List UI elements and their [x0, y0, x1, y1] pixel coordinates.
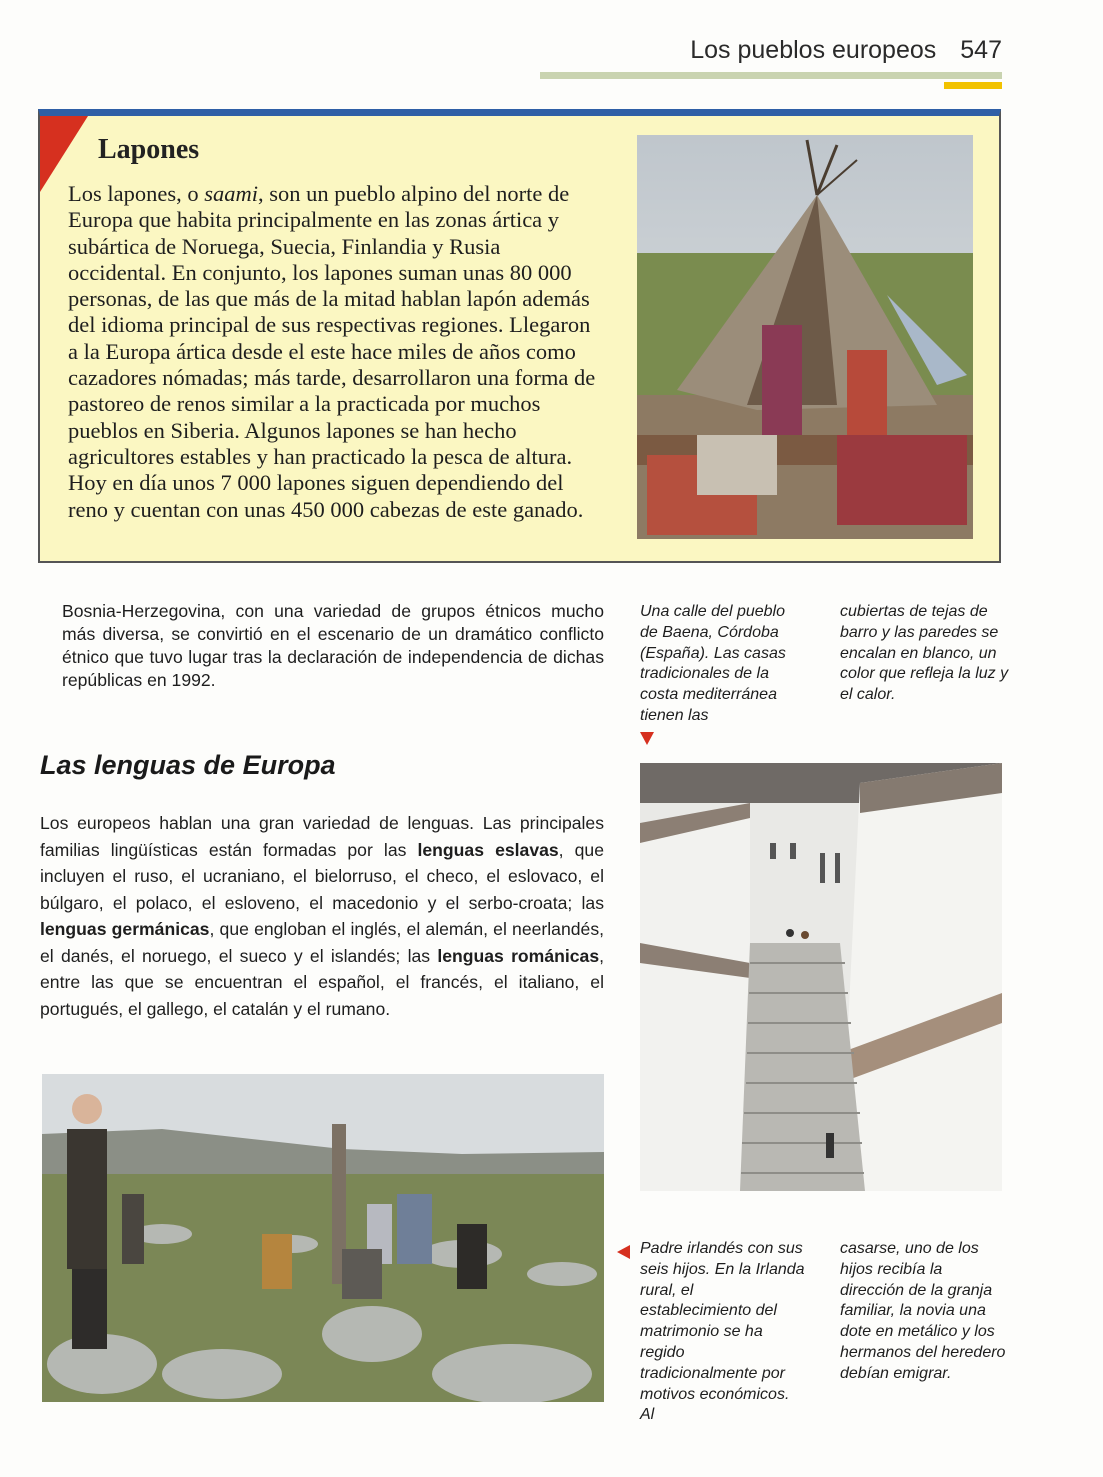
running-title: Los pueblos europeos — [690, 36, 937, 64]
box-text-emphasis: saami — [204, 181, 258, 206]
box-text — [68, 181, 598, 523]
term-germanic: lenguas germánicas — [40, 919, 210, 939]
text-run: , entre las que se encuentran el español, el francés, el italiano, el portugués, el gallego, el catalán y el rumano. — [40, 945, 604, 1019]
term-slavic: lenguas eslavas — [417, 839, 559, 860]
caption-baena-col2: cubiertas de tejas de barro y las paredes se encalan en blanco, un color que refleja la luz y el calor. — [840, 603, 1009, 704]
photo-baena-street — [640, 763, 1002, 1191]
box-text-part: , son un pueblo alpino del norte de Europa que habita principalmente en las zonas ártica y subártica de Noruega, Suecia, Finlandia y Rusia occidental. En conjunto, los lapones suman unas 80 000 personas, de las que más de la mitad hablan lapón además del idioma principal de sus respectivas regiones. Llegaron a la Europa ártica desde el este hace miles de años como cazadores nómadas; más tarde, desarrollaron una forma de pastoreo de renos similar a la practicada por muchos pueblos en Siberia. Algunos lapones se han hecho agricultores estables y han practicado la pesca de altura. Hoy en día unos 7 000 lapones siguen dependiendo del reno y cuentan con unas 450 000 cabezas de este ganado. — [68, 181, 596, 522]
paragraph-bosnia: Bosnia-Herzegovina, con una variedad de grupos étnicos mucho más diversa, se convirtió en el escenario de un dramático conflicto étnico que tuvo lugar tras la declaración de independencia de dichas repúblicas en 1992. — [62, 601, 604, 690]
header-tab-marker — [944, 82, 1002, 89]
photo-irish-family — [42, 1074, 604, 1402]
page-number: 547 — [960, 36, 1002, 64]
caption-baena-col1: Una calle del pueblo de Baena, Córdoba (España). Las casas tradicionales de la costa mediterránea tienen las — [640, 603, 786, 724]
text-run: , que incluyen el ruso, el ucraniano, el bielorruso, el checo, el eslovaco, el búlgaro, el polaco, el esloveno, el macedonio y el serbo-croata; las — [40, 839, 605, 913]
arrow-down-icon — [640, 732, 654, 745]
arrow-left-icon — [617, 1245, 630, 1259]
term-romance: lenguas románicas — [437, 945, 600, 966]
header-rule — [540, 72, 1002, 79]
caption-ireland-col1: Padre irlandés con sus seis hijos. En la Irlanda rural, el establecimiento del matrimonio se ha regido tradicionalmente por motivos económicos. Al — [640, 1240, 805, 1424]
caption-ireland-col2: casarse, uno de los hijos recibía la dirección de la granja familiar, la novia una dote en metálico y los hermanos del heredero debían emigrar. — [840, 1240, 1006, 1382]
running-header — [540, 36, 1002, 68]
photo-lapp-tent — [637, 135, 973, 539]
box-text-part: Los lapones, o — [68, 181, 205, 206]
text-run: , que engloban el inglés, el alemán, el neerlandés, el danés, el noruego, el sueco y el islandés; las — [40, 919, 604, 966]
box-title: Lapones — [98, 134, 200, 165]
text-run: Los europeos hablan una gran variedad de lenguas. Las principales familias lingüísticas están formadas por las — [40, 813, 604, 860]
section-heading: Las lenguas de Europa — [40, 750, 336, 780]
paragraph-lenguas — [40, 810, 604, 1022]
